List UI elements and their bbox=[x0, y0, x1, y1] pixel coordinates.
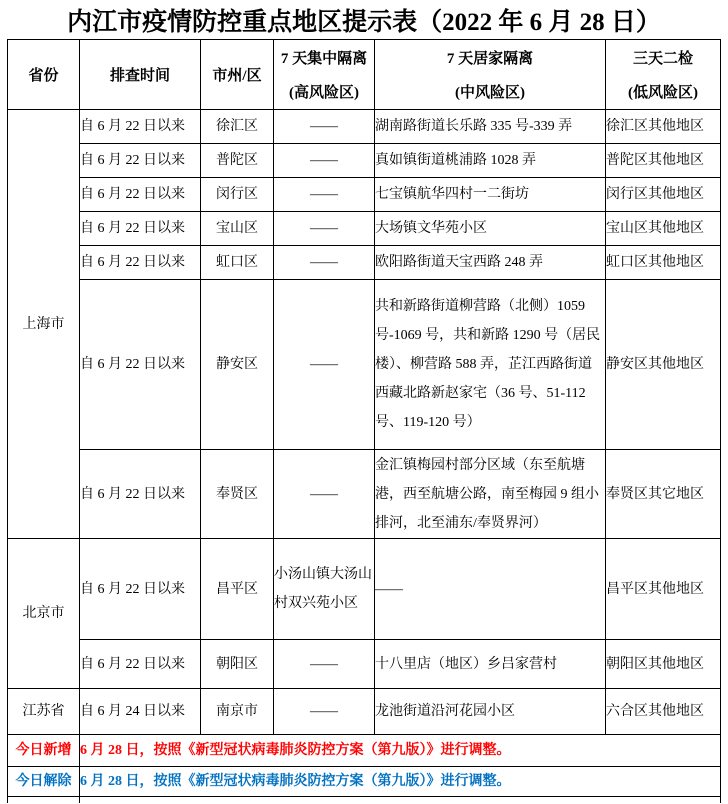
page-title: 内江市疫情防控重点地区提示表（2022 年 6 月 28 日） bbox=[67, 8, 661, 36]
note-label: 今日解除 bbox=[8, 767, 80, 797]
header-cell-2 bbox=[80, 40, 201, 110]
cell-check-time: 自 6 月 22 日以来 bbox=[80, 144, 201, 178]
cell-high-risk: —— bbox=[274, 280, 375, 450]
cell-check-time: 自 6 月 22 日以来 bbox=[80, 539, 201, 640]
note-text: 6 月 28 日，按照《新型冠状病毒肺炎防控方案（第九版）》进行调整。 bbox=[80, 767, 721, 797]
cell-check-time: 自 6 月 24 日以来 bbox=[80, 689, 201, 735]
table-row bbox=[8, 539, 721, 640]
cell-province: 江苏省 bbox=[8, 689, 80, 735]
cell-district: 虹口区 bbox=[201, 246, 274, 280]
note-row bbox=[8, 735, 721, 767]
note-row bbox=[8, 767, 721, 797]
cell-medium-risk: 共和新路街道柳营路（北侧）1059 号-1069 号，共和新路 1290 号（居民楼）、柳营路 588 弄，芷江西路街道西藏北路新赵家宅（36 号、51-112 号、119-120 号） bbox=[375, 280, 606, 450]
cell-district: 昌平区 bbox=[201, 539, 274, 640]
cell-district: 徐汇区 bbox=[201, 110, 274, 144]
cell-medium-risk: 金汇镇梅园村部分区域（东至航塘港，西至航塘公路，南至梅园 9 组小排河，北至浦东/奉贤界河） bbox=[375, 450, 606, 539]
header-cell-content bbox=[274, 47, 374, 102]
table-header bbox=[8, 40, 721, 110]
header-cell-4 bbox=[274, 40, 375, 110]
cell-medium-risk: 真如镇街道桃浦路 1028 弄 bbox=[375, 144, 606, 178]
cell-high-risk: —— bbox=[274, 450, 375, 539]
header-sublabel: (高风险区) bbox=[289, 85, 359, 101]
cell-district: 宝山区 bbox=[201, 212, 274, 246]
cell-low-risk: 普陀区其他地区 bbox=[606, 144, 721, 178]
header-cell-content bbox=[80, 64, 200, 85]
cell-check-time: 自 6 月 22 日以来 bbox=[80, 178, 201, 212]
cell-medium-risk: 大场镇文华苑小区 bbox=[375, 212, 606, 246]
cell-province: 上海市 bbox=[8, 110, 80, 539]
header-label: 7 天居家隔离 bbox=[446, 51, 534, 67]
cell-low-risk: 虹口区其他地区 bbox=[606, 246, 721, 280]
cell-high-risk: —— bbox=[274, 689, 375, 735]
header-cell-content bbox=[606, 47, 720, 102]
partial-cell bbox=[80, 797, 721, 803]
header-label: 三天二检 bbox=[632, 51, 693, 67]
cell-low-risk: 昌平区其他地区 bbox=[606, 539, 721, 640]
header-sublabel: (中风险区) bbox=[455, 85, 525, 101]
partial-cell bbox=[8, 797, 80, 803]
cell-low-risk: 六合区其他地区 bbox=[606, 689, 721, 735]
cell-low-risk: 朝阳区其他地区 bbox=[606, 640, 721, 689]
header-label: 省份 bbox=[28, 68, 59, 84]
cell-low-risk: 静安区其他地区 bbox=[606, 280, 721, 450]
header-cell-5 bbox=[375, 40, 606, 110]
cell-district: 普陀区 bbox=[201, 144, 274, 178]
cell-low-risk: 徐汇区其他地区 bbox=[606, 110, 721, 144]
cell-check-time: 自 6 月 22 日以来 bbox=[80, 640, 201, 689]
header-sublabel: (低风险区) bbox=[628, 85, 698, 101]
cell-district: 静安区 bbox=[201, 280, 274, 450]
cell-check-time: 自 6 月 22 日以来 bbox=[80, 212, 201, 246]
cell-check-time: 自 6 月 22 日以来 bbox=[80, 450, 201, 539]
cell-medium-risk: 七宝镇航华四村一二街坊 bbox=[375, 178, 606, 212]
cell-district: 奉贤区 bbox=[201, 450, 274, 539]
header-row bbox=[8, 40, 721, 110]
table-row bbox=[8, 280, 721, 450]
cell-low-risk: 奉贤区其它地区 bbox=[606, 450, 721, 539]
cell-check-time: 自 6 月 22 日以来 bbox=[80, 246, 201, 280]
header-cell-6 bbox=[606, 40, 721, 110]
table-row bbox=[8, 178, 721, 212]
header-cell-1 bbox=[8, 40, 80, 110]
cell-high-risk: —— bbox=[274, 212, 375, 246]
risk-area-table bbox=[7, 39, 721, 803]
cell-high-risk: 小汤山镇大汤山村双兴苑小区 bbox=[274, 539, 375, 640]
header-cell-content bbox=[201, 64, 273, 85]
table-row bbox=[8, 144, 721, 178]
cell-medium-risk: 十八里店（地区）乡吕家营村 bbox=[375, 640, 606, 689]
table-row bbox=[8, 212, 721, 246]
cell-medium-risk: —— bbox=[375, 539, 606, 640]
table-row bbox=[8, 450, 721, 539]
cell-district: 朝阳区 bbox=[201, 640, 274, 689]
cell-high-risk: —— bbox=[274, 246, 375, 280]
table-body bbox=[8, 110, 721, 803]
cell-district: 闵行区 bbox=[201, 178, 274, 212]
header-cell-content bbox=[8, 64, 79, 85]
cell-check-time: 自 6 月 22 日以来 bbox=[80, 110, 201, 144]
cell-district: 南京市 bbox=[201, 689, 274, 735]
header-cell-3 bbox=[201, 40, 274, 110]
header-label: 排查时间 bbox=[109, 68, 170, 84]
cell-medium-risk: 龙池街道沿河花园小区 bbox=[375, 689, 606, 735]
cell-low-risk: 闵行区其他地区 bbox=[606, 178, 721, 212]
cell-high-risk: —— bbox=[274, 144, 375, 178]
header-cell-content bbox=[375, 47, 605, 102]
header-label: 市州/区 bbox=[212, 68, 262, 84]
cell-low-risk: 宝山区其他地区 bbox=[606, 212, 721, 246]
table-row bbox=[8, 110, 721, 144]
cell-high-risk: —— bbox=[274, 110, 375, 144]
table-row bbox=[8, 246, 721, 280]
cell-high-risk: —— bbox=[274, 178, 375, 212]
header-label: 7 天集中隔离 bbox=[280, 51, 368, 67]
cell-high-risk: —— bbox=[274, 640, 375, 689]
cell-medium-risk: 湖南路街道长乐路 335 号-339 弄 bbox=[375, 110, 606, 144]
note-label: 今日新增 bbox=[8, 735, 80, 767]
table-row bbox=[8, 689, 721, 735]
cell-medium-risk: 欧阳路街道天宝西路 248 弄 bbox=[375, 246, 606, 280]
cell-check-time: 自 6 月 22 日以来 bbox=[80, 280, 201, 450]
partial-row bbox=[8, 797, 721, 803]
table-row bbox=[8, 640, 721, 689]
cell-province: 北京市 bbox=[8, 539, 80, 689]
note-text: 6 月 28 日，按照《新型冠状病毒肺炎防控方案（第九版）》进行调整。 bbox=[80, 735, 721, 767]
